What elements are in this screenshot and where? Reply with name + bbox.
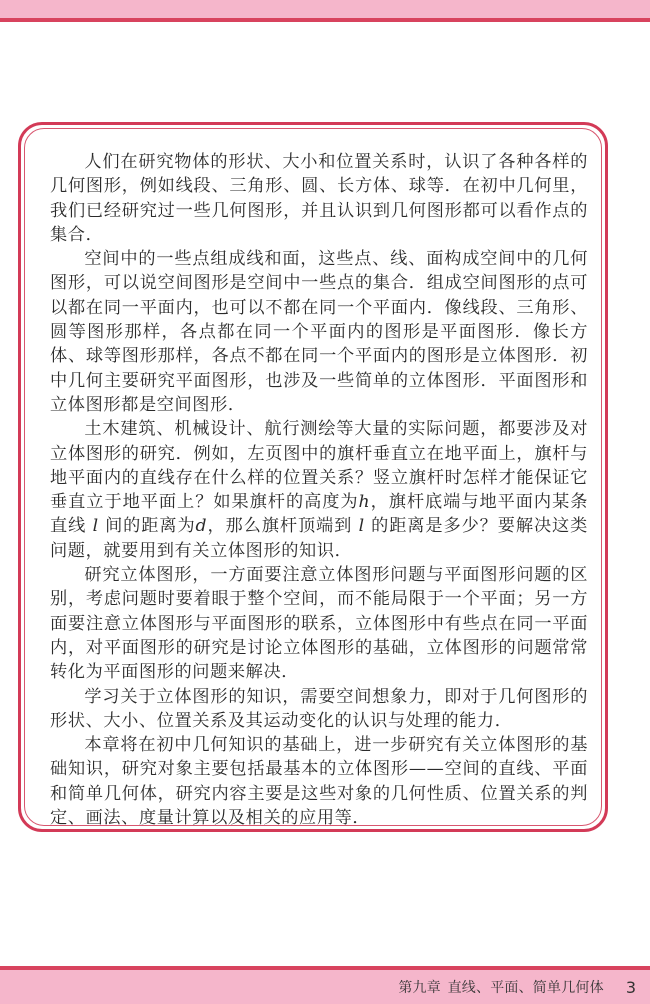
- page-footer: [398, 976, 636, 998]
- paragraph-3-text-b: ，旗杆底端与地平面内某条直线: [50, 492, 589, 537]
- paragraph-6: 本章将在初中几何知识的基础上，进一步研究有关立体图形的基础知识，研究对象主要包括最基本的立体图形——空间的直线、平面和简单几何体，研究内容主要是这些对象的几何性质、位置关系的判定、画法、度量计算以及相关的应用等．: [50, 735, 588, 829]
- paragraph-3-text-d: ，那么旗杆顶端到: [207, 516, 353, 537]
- chapter-title: 直线、平面、简单几何体: [447, 980, 604, 996]
- paragraph-3-text-c: 间的距离为: [105, 516, 196, 537]
- chapter-label: [398, 977, 603, 997]
- chapter-intro-text: [50, 150, 588, 830]
- variable-d: d: [195, 516, 208, 537]
- paragraph-3-text-a: 土木建筑、机械设计、航行测绘等大量的实际问题，都要涉及对立体图形的研究．例如，左页图中的旗杆垂直立在地平面上，旗杆与地平面内的直线存在什么样的位置关系？竖立旗杆时怎样才能保证它垂直立于地平面上？如果旗杆的高度为: [50, 419, 588, 513]
- paragraph-4: 研究立体图形，一方面要注意立体图形问题与平面图形问题的区别，考虑问题时要着眼于整个空间，而不能局限于一个平面；另一方面要注意立体图形与平面图形的联系，立体图形中有些点在同一平面内，对平面图形的研究是讨论立体图形的基础，立体图形的问题常常转化为平面图形的问题来解决．: [50, 565, 588, 683]
- variable-l: l: [92, 516, 99, 537]
- header-band: [0, 0, 650, 18]
- variable-l: l: [358, 516, 365, 537]
- page-number: 3: [625, 977, 636, 997]
- paragraph-3-text-e: 的距离是多少？要解决这类问题，就要用到有关立体图形的知识．: [50, 516, 588, 561]
- header-rule: [0, 18, 650, 22]
- paragraph-2: 空间中的一些点组成线和面，这些点、线、面构成空间中的几何图形，可以说空间图形是空间中一些点的集合．组成空间图形的点可以都在同一平面内，也可以不都在同一个平面内．像线段、三角形、圆等图形那样，各点都在同一个平面内的图形是平面图形．像长方体、球等图形那样，各点不都在同一个平面内的图形是立体图形．初中几何主要研究平面图形，也涉及一些简单的立体图形．平面图形和立体图形都是空间图形．: [50, 249, 588, 415]
- paragraph-5: 学习关于立体图形的知识，需要空间想象力，即对于几何图形的形状、大小、位置关系及其运动变化的认识与处理的能力．: [50, 686, 588, 731]
- paragraph-3: [50, 417, 588, 563]
- variable-h: h: [358, 492, 371, 513]
- chapter-number: 第九章: [398, 980, 441, 996]
- paragraph-1: 人们在研究物体的形状、大小和位置关系时，认识了各种各样的几何图形，例如线段、三角形、圆、长方体、球等．在初中几何里，我们已经研究过一些几何图形，并且认识到几何图形都可以看作点的集合．: [50, 152, 588, 245]
